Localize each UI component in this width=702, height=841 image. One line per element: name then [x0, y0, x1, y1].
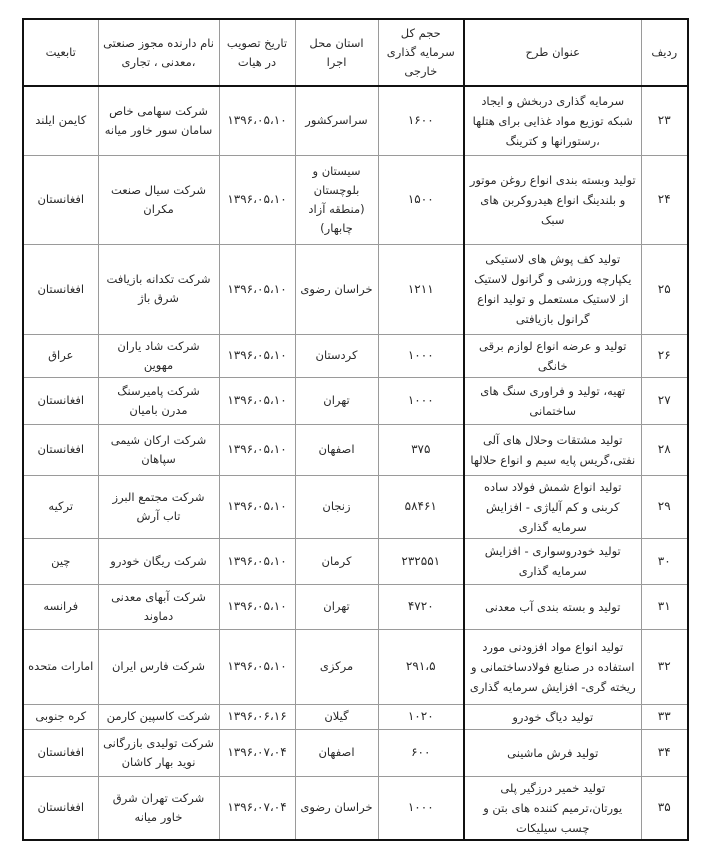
- cell-nationality: افغانستان: [23, 244, 98, 334]
- cell-radif: ۲۸: [641, 424, 688, 475]
- cell-date: ۱۳۹۶،۰۵،۱۰: [219, 86, 295, 155]
- cell-radif: ۲۵: [641, 244, 688, 334]
- header-row: [23, 19, 688, 86]
- cell-date: ۱۳۹۶،۰۷،۰۴: [219, 729, 295, 776]
- cell-radif: ۳۳: [641, 704, 688, 729]
- cell-date: ۱۳۹۶،۰۵،۱۰: [219, 334, 295, 377]
- cell-province: زنجان: [295, 475, 378, 538]
- cell-title: تولید کف پوش های لاستیکی یکپارچه ورزشی و گرانول لاستیک از لاستیک مستعمل و تولید انواع گرانول بازیافتی: [464, 244, 641, 334]
- cell-radif: ۳۵: [641, 776, 688, 840]
- cell-company: شرکت سهامی خاص سامان سور خاور میانه: [98, 86, 219, 155]
- header-radif: ردیف: [641, 19, 688, 86]
- cell-nationality: افغانستان: [23, 377, 98, 424]
- cell-title: تولید انواع مواد افزودنی مورد استفاده در صنایع فولادساختمانی و ریخته گری- افزایش سرمایه گذاری: [464, 629, 641, 704]
- cell-radif: ۳۰: [641, 538, 688, 584]
- cell-company: شرکت فارس ایران: [98, 629, 219, 704]
- cell-date: ۱۳۹۶،۰۵،۱۰: [219, 244, 295, 334]
- cell-amount: ۱۰۰۰: [378, 776, 464, 840]
- cell-nationality: فرانسه: [23, 584, 98, 629]
- table-row: [23, 244, 688, 334]
- cell-title: تولید انواع شمش فولاد ساده کربنی و کم آلیاژی - افزایش سرمایه گذاری: [464, 475, 641, 538]
- table-row: [23, 475, 688, 538]
- investment-projects-table: [22, 18, 689, 841]
- cell-radif: ۳۲: [641, 629, 688, 704]
- cell-company: شرکت کاسپین کارمن: [98, 704, 219, 729]
- cell-radif: ۲۶: [641, 334, 688, 377]
- cell-date: ۱۳۹۶،۰۵،۱۰: [219, 377, 295, 424]
- cell-title: سرمایه گذاری دربخش و ایجاد شبکه توزیع مواد غذایی برای هتلها ،رستورانها و کترینگ: [464, 86, 641, 155]
- cell-date: ۱۳۹۶،۰۵،۱۰: [219, 155, 295, 244]
- cell-company: شرکت ریگان خودرو: [98, 538, 219, 584]
- header-date: تاریخ تصویب در هیات: [219, 19, 295, 86]
- table-row: [23, 155, 688, 244]
- cell-amount: ۴۷۲۰: [378, 584, 464, 629]
- cell-date: ۱۳۹۶،۰۵،۱۰: [219, 475, 295, 538]
- cell-province: گیلان: [295, 704, 378, 729]
- cell-nationality: افغانستان: [23, 776, 98, 840]
- cell-amount: ۳۷۵: [378, 424, 464, 475]
- cell-company: شرکت ارکان شیمی سپاهان: [98, 424, 219, 475]
- cell-province: خراسان رضوی: [295, 244, 378, 334]
- cell-date: ۱۳۹۶،۰۵،۱۰: [219, 538, 295, 584]
- cell-radif: ۳۴: [641, 729, 688, 776]
- cell-radif: ۲۳: [641, 86, 688, 155]
- table-row: [23, 729, 688, 776]
- cell-radif: ۲۴: [641, 155, 688, 244]
- cell-province: تهران: [295, 377, 378, 424]
- cell-province: خراسان رضوی: [295, 776, 378, 840]
- cell-amount: ۱۰۲۰: [378, 704, 464, 729]
- header-nationality: تابعیت: [23, 19, 98, 86]
- cell-nationality: کره جنوبی: [23, 704, 98, 729]
- cell-date: ۱۳۹۶،۰۷،۰۴: [219, 776, 295, 840]
- cell-nationality: عراق: [23, 334, 98, 377]
- cell-company: شرکت تکدانه بازیافت شرق باژ: [98, 244, 219, 334]
- cell-company: شرکت شاد یاران مهوین: [98, 334, 219, 377]
- cell-company: شرکت آبهای معدنی دماوند: [98, 584, 219, 629]
- cell-amount: ۱۰۰۰: [378, 377, 464, 424]
- cell-company: شرکت پامیرسنگ مدرن بامیان: [98, 377, 219, 424]
- cell-company: شرکت مجتمع البرز تاب آرش: [98, 475, 219, 538]
- cell-title: تولید خودروسواری - افزایش سرمایه گذاری: [464, 538, 641, 584]
- cell-radif: ۳۱: [641, 584, 688, 629]
- cell-company: شرکت سیال صنعت مکران: [98, 155, 219, 244]
- table-row: [23, 629, 688, 704]
- table-row: [23, 86, 688, 155]
- cell-province: کرمان: [295, 538, 378, 584]
- cell-amount: ۱۶۰۰: [378, 86, 464, 155]
- header-amount: حجم کل سرمایه گذاری خارجی: [378, 19, 464, 86]
- cell-nationality: چین: [23, 538, 98, 584]
- table-row: [23, 776, 688, 840]
- cell-title: تولید دیاگ خودرو: [464, 704, 641, 729]
- cell-province: کردستان: [295, 334, 378, 377]
- cell-date: ۱۳۹۶،۰۵،۱۰: [219, 584, 295, 629]
- cell-nationality: امارات متحده: [23, 629, 98, 704]
- cell-radif: ۲۹: [641, 475, 688, 538]
- cell-amount: ۲۳۲۵۵۱: [378, 538, 464, 584]
- cell-province: اصفهان: [295, 424, 378, 475]
- cell-title: تولید خمیر درزگیر پلی یورتان،ترمیم کننده های بتن و چسب سیلیکات: [464, 776, 641, 840]
- cell-amount: ۶۰۰: [378, 729, 464, 776]
- cell-amount: ۱۰۰۰: [378, 334, 464, 377]
- cell-title: تولید مشتقات وحلال های آلی نفتی،گریس پایه سیم و انواع حلالها: [464, 424, 641, 475]
- cell-company: شرکت تولیدی بازرگانی نوید بهار کاشان: [98, 729, 219, 776]
- table-row: [23, 424, 688, 475]
- cell-nationality: افغانستان: [23, 729, 98, 776]
- table-row: [23, 377, 688, 424]
- cell-amount: ۱۲۱۱: [378, 244, 464, 334]
- cell-title: تولید و عرضه انواع لوازم برقی خانگی: [464, 334, 641, 377]
- table-row: [23, 704, 688, 729]
- header-title: عنوان طرح: [464, 19, 641, 86]
- table-row: [23, 334, 688, 377]
- cell-amount: ۱۵۰۰: [378, 155, 464, 244]
- cell-amount: ۲۹۱،۵: [378, 629, 464, 704]
- cell-title: تولید و بسته بندی آب معدنی: [464, 584, 641, 629]
- cell-nationality: کایمن ایلند: [23, 86, 98, 155]
- cell-province: سراسرکشور: [295, 86, 378, 155]
- table-row: [23, 584, 688, 629]
- header-company: نام دارنده مجوز صنعتی ،معدنی ، تجاری: [98, 19, 219, 86]
- cell-radif: ۲۷: [641, 377, 688, 424]
- cell-title: تهیه، تولید و فراوری سنگ های ساختمانی: [464, 377, 641, 424]
- cell-province: اصفهان: [295, 729, 378, 776]
- cell-date: ۱۳۹۶،۰۶،۱۶: [219, 704, 295, 729]
- cell-province: سیستان و بلوچستان (منطقه آزاد چابهار): [295, 155, 378, 244]
- cell-nationality: ترکیه: [23, 475, 98, 538]
- cell-amount: ۵۸۴۶۱: [378, 475, 464, 538]
- cell-province: مرکزی: [295, 629, 378, 704]
- cell-company: شرکت تهران شرق خاور میانه: [98, 776, 219, 840]
- cell-nationality: افغانستان: [23, 155, 98, 244]
- cell-title: تولید وبسته بندی انواع روغن موتور و بلندینگ انواع هیدروکربن های سبک: [464, 155, 641, 244]
- cell-date: ۱۳۹۶،۰۵،۱۰: [219, 629, 295, 704]
- cell-nationality: افغانستان: [23, 424, 98, 475]
- header-province: استان محل اجرا: [295, 19, 378, 86]
- cell-province: تهران: [295, 584, 378, 629]
- cell-date: ۱۳۹۶،۰۵،۱۰: [219, 424, 295, 475]
- table-row: [23, 538, 688, 584]
- cell-title: تولید فرش ماشینی: [464, 729, 641, 776]
